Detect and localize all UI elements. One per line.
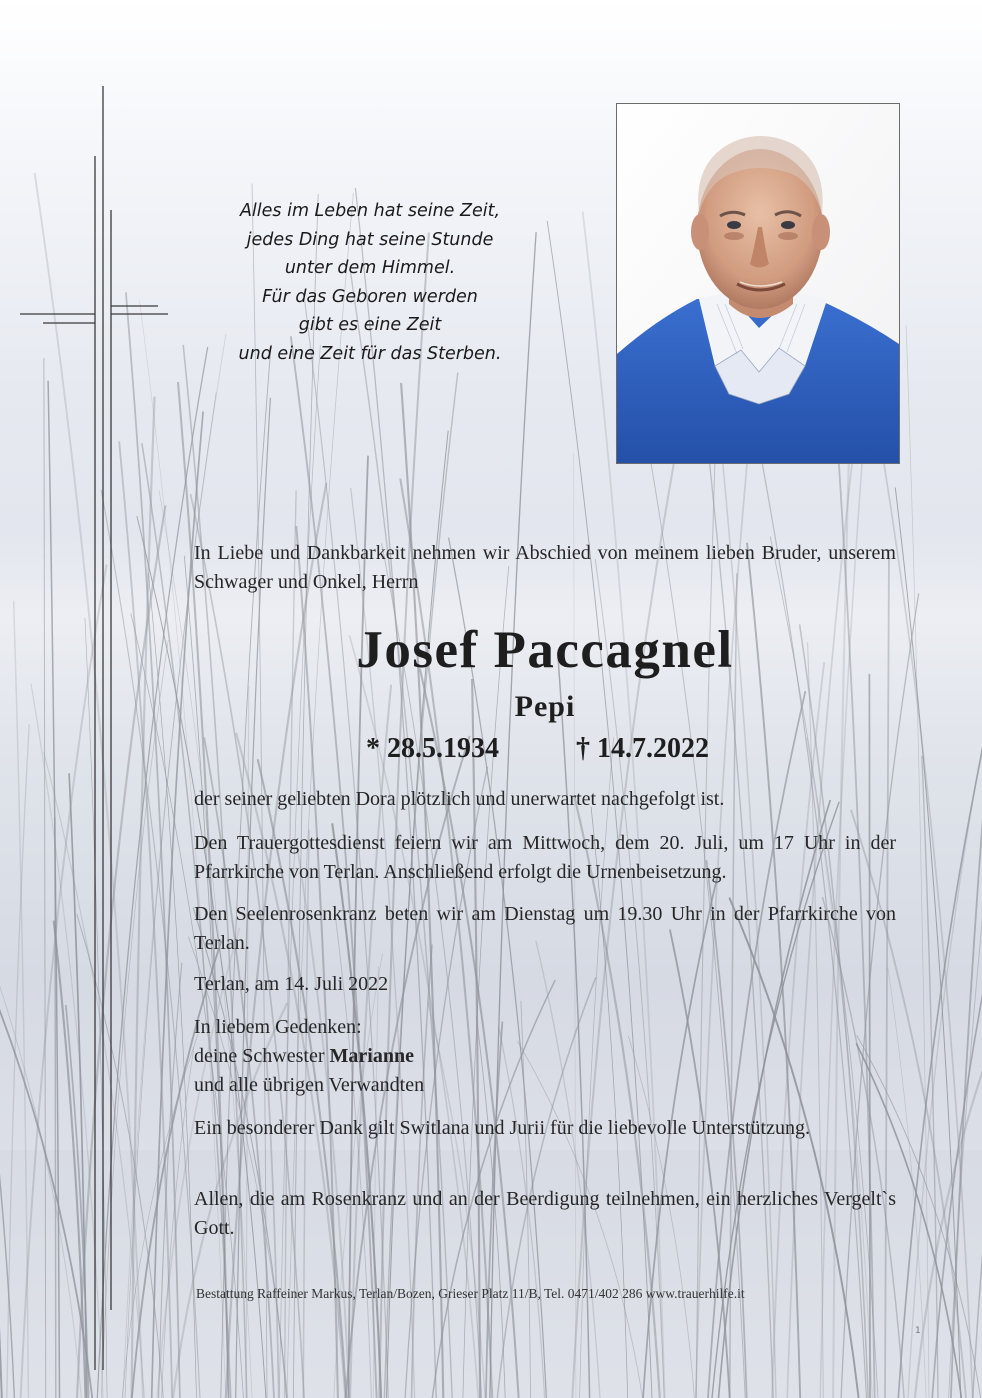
intro-text: In Liebe und Dankbarkeit nehmen wir Abschied von meinem lieben Bruder, unserem Schwager und Onkel, Herrn <box>194 542 896 593</box>
place-date: Terlan, am 14. Juli 2022 <box>194 973 389 995</box>
memory-prefix: deine Schwester <box>194 1045 330 1067</box>
quote-line: Für das Geboren werden <box>262 286 478 307</box>
memory-line: In liebem Gedenken: <box>194 1016 362 1038</box>
quote <box>190 197 550 368</box>
quote-line: jedes Ding hat seine Stunde <box>246 229 494 250</box>
funeral-home-footer: Bestattung Raffeiner Markus, Terlan/Bozen, Grieser Platz 11/B, Tel. 0471/402 286 www.trauerhilfe.it <box>196 1286 745 1301</box>
cross-icon <box>0 0 200 1398</box>
page-number: 1 <box>915 1326 921 1336</box>
death-date: † 14.7.2022 <box>576 733 709 764</box>
memory-line <box>194 1042 896 1071</box>
quote-line: unter dem Himmel. <box>284 258 456 278</box>
deceased-name: Josef Paccagnel <box>356 621 734 679</box>
portrait-photo <box>616 103 900 464</box>
rosary-text: Den Seelenrosenkranz beten wir am Dienstag um 19.30 Uhr in der Pfarrkirche von Terlan. <box>194 903 896 954</box>
quote-line: gibt es eine Zeit <box>298 315 442 335</box>
thanks-text: Ein besonderer Dank gilt Switlana und Jurii für die liebevolle Unterstützung. <box>194 1117 810 1139</box>
closing-text: Allen, die am Rosenkranz und an der Beerdigung teilnehmen, ein herzliches Vergelt`s Gott. <box>194 1188 896 1239</box>
quote-line: und eine Zeit für das Sterben. <box>238 343 502 364</box>
deceased-nickname: Pepi <box>514 690 576 723</box>
memory-line: und alle übrigen Verwandten <box>194 1074 425 1096</box>
memory-block <box>194 1013 896 1100</box>
sister-name: Marianne <box>329 1045 414 1067</box>
quote-line: Alles im Leben hat seine Zeit, <box>239 201 501 221</box>
followed-text: der seiner geliebten Dora plötzlich und unerwartet nachgefolgt ist. <box>194 788 725 810</box>
birth-date: * 28.5.1934 <box>366 733 499 764</box>
service-text: Den Trauergottesdienst feiern wir am Mittwoch, dem 20. Juli, um 17 Uhr in der Pfarrkirche von Terlan. Anschließend erfolgt die Urnenbeisetzung. <box>194 832 896 883</box>
